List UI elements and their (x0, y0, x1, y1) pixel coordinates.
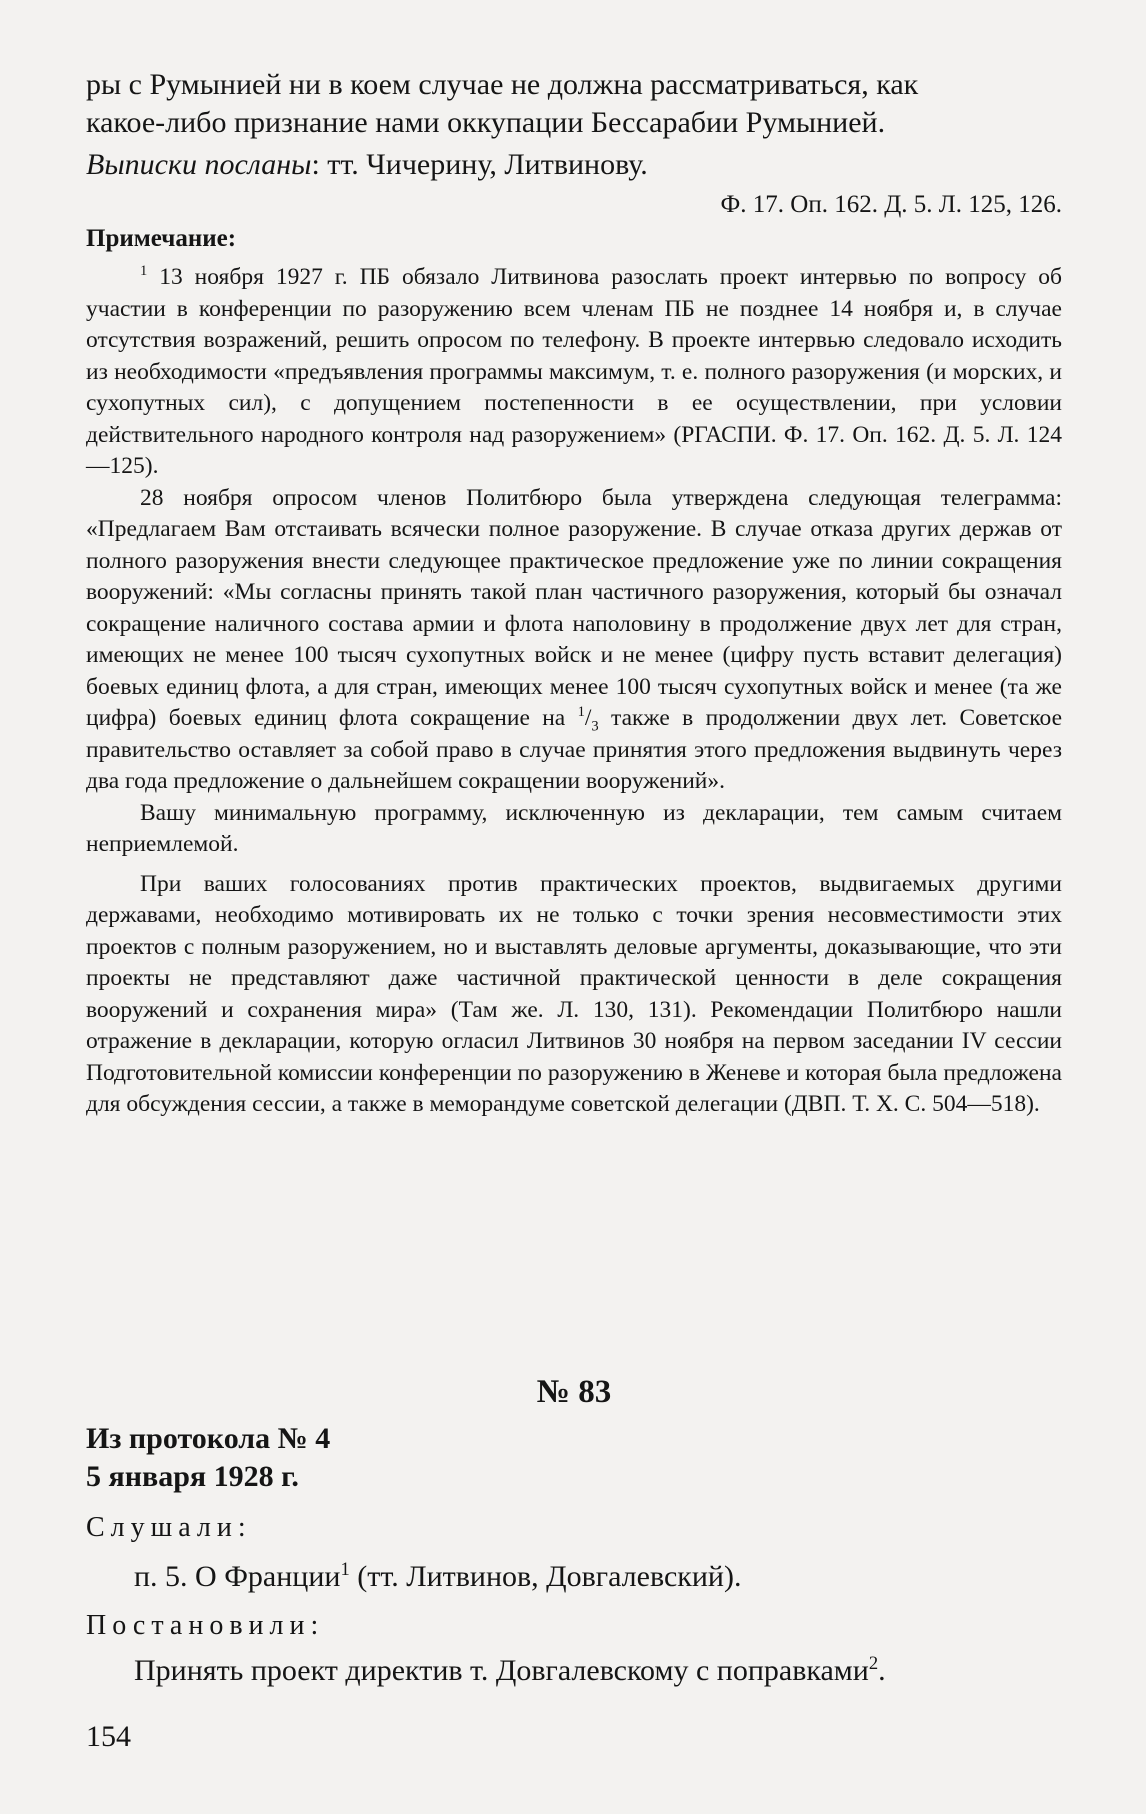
resolution-text: Принять проект директив т. Довгалевскому с поправками$^2$. (134, 1653, 886, 1687)
heard-item: п. 5. О Франции$^1$ (тт. Литвинов, Довгалевский). (134, 1559, 742, 1593)
sent-line (86, 146, 1062, 184)
text-line: какое-либо признание нами оккупации Бессарабии Румынией. (86, 106, 886, 139)
title-line-1: Из протокола № 4 (86, 1422, 331, 1455)
archive-ref: Ф. 17. Оп. 162. Д. 5. Л. 125, 126. (720, 191, 1062, 218)
document-title (86, 1420, 1062, 1496)
footnote-mark: 2 (868, 1653, 879, 1674)
sent-recipients: : тт. Чичерину, Литвинову. (311, 148, 648, 181)
fraction-denominator: 3 (591, 718, 599, 735)
note-paragraph-2: 28 ноября опросом членов Политбюро была утверждена следующая телеграмма: «Предлагаем Вам отстаивать всячески полное разоружение. В случае отказа других держав от полного разоружения внести следующее практическое предложение уже по линии сокращения вооружений: «Мы согласны принять такой план частичного разоружения, который бы означал сокращение наличного состава армии и флота наполовину в продолжение двух лет для стран, имеющих не менее 100 тысяч сухопутных войск и не менее (цифру пусть вставит делегация) боевых единиц флота, а для стран, имеющих менее 100 тысяч сухопутных войск и менее (та же цифра) боевых единиц флота сокращение на $^1/_3$ также в продолжении двух лет. Советское правительство оставляет за собой право в случае принятия этого предложения выдвинуть через два года предложение о дальнейшем сокращении вооружений». (86, 484, 1062, 794)
note-paragraph-3: Вашу минимальную программу, исключенную из декларации, тем самым считаем неприемлемой. (86, 799, 1062, 857)
note-paragraph-4: При ваших голосованиях против практических проектов, выдвигаемых другими державами, необходимо мотивировать их не только с точки зрения несовместимости этих проектов с полным разоружением, но и выставлять деловые аргументы, доказывающие, что эти проекты не представляют даже частичной практической ценности в деле сокращения вооружений и сохранения мира» (Там же. Л. 130, 131). Рекомендации Политбюро нашли отражение в декларации, которую огласил Литвинов 30 ноября на первом заседании IV сессии Подготовительной комиссии конференции по разоружению в Женеве и которая была предложена для обсуждения сессии, а также в меморандуме советской делегации (ДВП. Т. X. С. 504—518). (86, 870, 1062, 1117)
page-number: 154 (86, 1720, 131, 1753)
note-paragraph-1: $^1$ 13 ноября 1927 г. ПБ обязало Литвинова разослать проект интервью по вопросу об участии в конференции по разоружению всем членам ПБ не позднее 14 ноября и, в случае отсутствия возражений, решить опросом по телефону. В проекте интервью следовало исходить из необходимости «предъявления программы максимум, т. е. полного разоружения (и морских, и сухопутных сил), с допущением постепенности в ее осуществлении, при условии действительного народного контроля над разоружением» (РГАСПИ. Ф. 17. Оп. 162. Д. 5. Л. 124—125). (86, 263, 1062, 479)
fraction-numerator: 1 (577, 704, 585, 721)
resolved-label: Постановили: (86, 1610, 325, 1641)
top-paragraph (86, 66, 1062, 142)
heard-section (86, 1508, 1062, 1596)
note-heading: Примечание: (86, 225, 237, 252)
note-block (86, 262, 1062, 1121)
footnote-mark: 1 (140, 263, 148, 280)
footnote-mark: 1 (340, 1559, 350, 1580)
title-line-2: 5 января 1928 г. (86, 1460, 299, 1493)
heard-label: Слушали: (86, 1512, 252, 1543)
resolved-section (86, 1606, 1062, 1690)
document-number: № 83 (536, 1374, 612, 1410)
text-line: ры с Румынией ни в коем случае не должна рассматриваться, как (86, 68, 919, 101)
sent-label: Выписки посланы (86, 148, 312, 181)
